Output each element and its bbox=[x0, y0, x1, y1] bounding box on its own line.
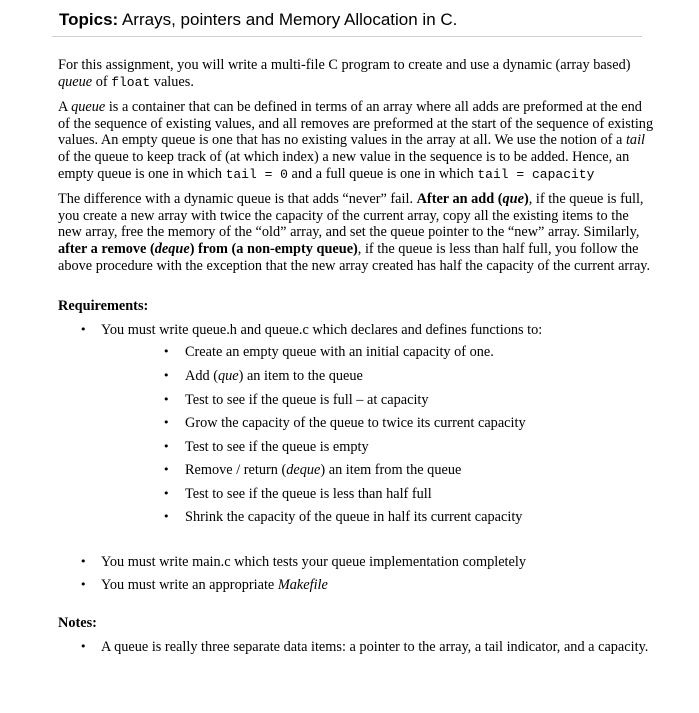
intro-queue-word: queue bbox=[58, 73, 93, 90]
dynamic-bold-que: que bbox=[502, 191, 524, 208]
title-topics-text: Arrays, pointers and Memory Allocation in C. bbox=[118, 10, 458, 29]
requirements-item-makefile: You must write an appropriate bbox=[101, 577, 278, 594]
intro-float-code: float bbox=[111, 74, 151, 90]
notes-item: A queue is really three separate data items: a pointer to the array, a tail indicator, and a capacity. bbox=[101, 638, 649, 655]
dynamic-queue-paragraph bbox=[58, 191, 654, 274]
requirements-item-main: You must write main.c which tests your queue implementation completely bbox=[101, 554, 526, 571]
function-item-text: Test to see if the queue is empty bbox=[185, 438, 369, 455]
list-item bbox=[101, 415, 654, 439]
queue-def-text-3: and a full queue is one in which bbox=[287, 165, 478, 182]
function-item-post: ) an item from the queue bbox=[320, 462, 462, 479]
function-item-text: Test to see if the queue is less than half full bbox=[185, 485, 432, 502]
queue-definition-paragraph bbox=[58, 99, 654, 183]
function-item-text: Test to see if the queue is full – at capacity bbox=[185, 391, 429, 408]
requirements-item-queue-files: You must write queue.h and queue.c which declares and defines functions to: bbox=[101, 321, 543, 338]
page-title bbox=[59, 10, 457, 30]
dynamic-text-2: , if the queue is full, you create a new array with twice the capacity of the current array, copy all the existing items to the new array, free the memory of the “old” array, and set the queue pointer to the “new” array. Similarly, bbox=[58, 191, 644, 241]
list-item bbox=[101, 368, 654, 392]
queue-def-code-full: tail = capacity bbox=[477, 166, 595, 182]
dynamic-bold-deque: deque bbox=[154, 240, 190, 257]
queue-def-text-1: is a container that can be defined in terms of an array where all adds are preformed at the end of the sequence of existing values, and all removes are preformed at the start of the sequence of existing values. An empty queue is one that has no existing values in the array at all. We use the notion of a bbox=[58, 99, 654, 149]
dynamic-bold-remove-text: after a remove ( bbox=[58, 240, 155, 257]
queue-def-text-2: of the queue to keep track of (at which index) a new value in the sequence is to be added. Hence, an empty queue is one in which bbox=[58, 148, 630, 182]
document-body bbox=[58, 57, 654, 655]
requirements-list-more bbox=[58, 554, 654, 600]
requirements-list bbox=[58, 322, 654, 533]
dynamic-bold-add-text: After an add ( bbox=[416, 191, 503, 208]
intro-paragraph bbox=[58, 57, 654, 91]
dynamic-text-3: , if the queue is less than half full, you follow the above procedure with the exception that the new array created has half the capacity of the current array. bbox=[58, 240, 651, 274]
function-list bbox=[101, 344, 654, 533]
dynamic-bold-add bbox=[417, 191, 529, 207]
list-item bbox=[101, 486, 654, 510]
title-topics-label: Topics: bbox=[59, 10, 119, 29]
intro-text-1: For this assignment, you will write a multi-file C program to create and use a dynamic (array based) bbox=[58, 57, 631, 73]
queue-def-tail-word: tail bbox=[625, 132, 646, 149]
function-item-em: que bbox=[217, 367, 239, 384]
list-item bbox=[58, 322, 654, 533]
function-item-text: Add ( bbox=[185, 367, 218, 384]
notes-list bbox=[58, 639, 654, 656]
requirements-heading: Requirements: bbox=[58, 298, 149, 315]
list-item bbox=[101, 392, 654, 416]
queue-def-code-empty: tail = 0 bbox=[225, 166, 288, 182]
list-item bbox=[101, 462, 654, 486]
dynamic-bold-add-end: ) bbox=[523, 191, 529, 208]
intro-text-3: values. bbox=[150, 73, 194, 90]
queue-def-a: A bbox=[58, 99, 72, 116]
list-item bbox=[58, 639, 654, 656]
dynamic-bold-remove bbox=[58, 241, 358, 257]
dynamic-bold-remove-end: ) from (a non-empty queue) bbox=[189, 240, 358, 257]
intro-text-2: of bbox=[92, 73, 112, 90]
function-item-text: Shrink the capacity of the queue in half its current capacity bbox=[185, 509, 523, 526]
function-item-text: Create an empty queue with an initial capacity of one. bbox=[185, 344, 494, 361]
function-item-post: ) an item to the queue bbox=[238, 367, 363, 384]
function-item-text: Grow the capacity of the queue to twice its current capacity bbox=[185, 415, 526, 432]
makefile-word: Makefile bbox=[277, 577, 328, 594]
dynamic-text-1: The difference with a dynamic queue is that adds “never” fail. bbox=[58, 191, 417, 208]
notes-heading: Notes: bbox=[58, 615, 97, 632]
function-item-text: Remove / return ( bbox=[185, 462, 287, 479]
list-item bbox=[58, 554, 654, 577]
title-bar bbox=[52, 6, 642, 37]
list-item bbox=[58, 577, 654, 600]
list-item bbox=[101, 509, 654, 533]
function-item-em: deque bbox=[286, 462, 321, 479]
list-item bbox=[101, 344, 654, 368]
queue-def-queue-word: queue bbox=[71, 99, 106, 116]
list-item bbox=[101, 439, 654, 463]
